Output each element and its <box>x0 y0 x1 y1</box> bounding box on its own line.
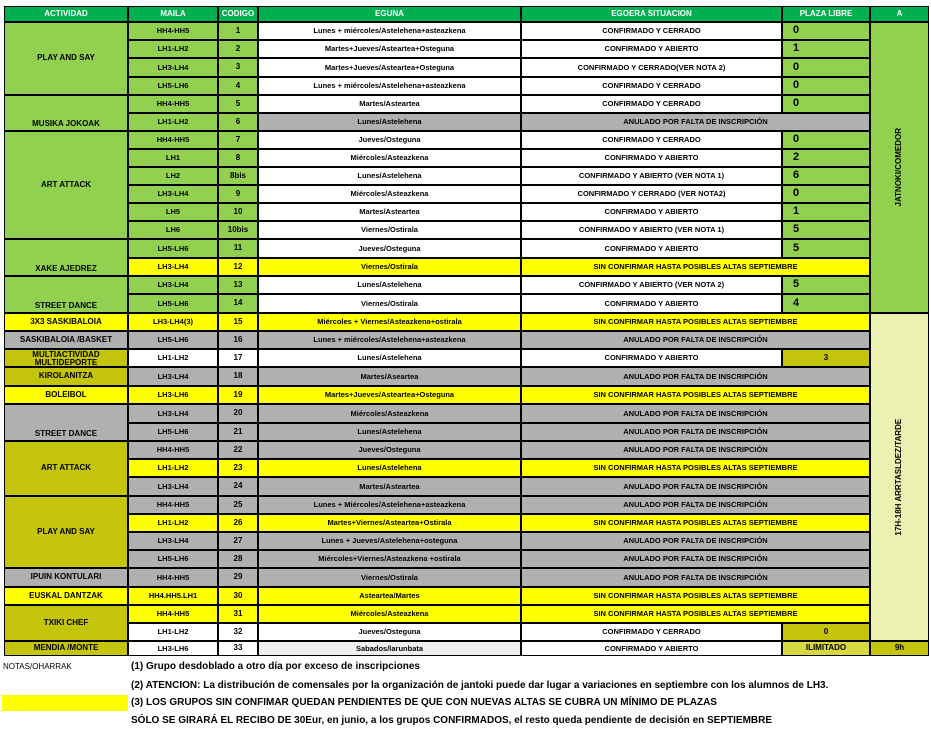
eguna-cell: Martes+Jueves/Asteartea+Osteguna <box>258 40 521 58</box>
maila-cell: HH4-HH5 <box>128 131 218 149</box>
eguna-cell: Lunes/Astelehena <box>258 459 521 477</box>
eguna-cell: Sabados/larunbata <box>258 641 521 656</box>
maila-cell: LH2 <box>128 167 218 185</box>
maila-cell: LH5 <box>128 203 218 221</box>
eguna-cell: Lunes + Jueves/Astelehena+osteguna <box>258 532 521 550</box>
maila-cell: HH4.HH5.LH1 <box>128 587 218 605</box>
situacion-cell: CONFIRMADO Y CERRADO(VER NOTA 2) <box>521 58 782 77</box>
plaza-libre-cell: 0 <box>782 77 870 95</box>
activity-cell: BOLEIBOL <box>4 386 128 404</box>
activity-cell: 3X3 SASKIBALOIA <box>4 313 128 331</box>
activity-cell: IPUIN KONTULARI <box>4 568 128 587</box>
activity-cell: STREET DANCE <box>4 276 128 313</box>
eguna-cell: Martes/Aseartea <box>258 367 521 386</box>
codigo-cell: 2 <box>218 40 258 58</box>
codigo-cell: 25 <box>218 496 258 514</box>
eguna-cell: Jueves/Osteguna <box>258 441 521 459</box>
codigo-cell: 4 <box>218 77 258 95</box>
maila-cell: LH5-LH6 <box>128 550 218 568</box>
plaza-libre-cell: ILIMITADO <box>782 641 870 656</box>
situacion-cell: CONFIRMADO Y ABIERTO (VER NOTA 1) <box>521 221 782 239</box>
plaza-libre-cell: 4 <box>782 294 870 313</box>
situacion-cell: CONFIRMADO Y ABIERTO <box>521 349 782 367</box>
plaza-libre-cell: 0 <box>782 58 870 77</box>
maila-cell: LH1-LH2 <box>128 349 218 367</box>
header-eguna: EGUNA <box>258 6 521 22</box>
situacion-cell: SIN CONFIRMAR HASTA POSIBLES ALTAS SEPTIEMBRE <box>521 514 870 532</box>
note-1: (1) Grupo desdoblado a otro día por exceso de inscripciones <box>131 661 420 672</box>
maila-cell: LH3-LH4 <box>128 532 218 550</box>
plaza-libre-cell: 5 <box>782 221 870 239</box>
activity-cell: MENDIA /MONTE <box>4 641 128 656</box>
activity-cell: SASKIBALOIA /BASKET <box>4 331 128 349</box>
activity-cell: ART ATTACK <box>4 131 128 239</box>
maila-cell: LH3-LH4 <box>128 477 218 496</box>
maila-cell: LH3-LH4 <box>128 58 218 77</box>
maila-cell: HH4-HH5 <box>128 605 218 623</box>
note-3: (3) LOS GRUPOS SIN CONFIMAR QUEDAN PENDIENTES DE QUE CON NUEVAS ALTAS SE CUBRA UN MÍNIMO DE PLAZAS <box>131 697 717 708</box>
header-situacion: EGOERA SITUACION <box>521 6 782 22</box>
plaza-libre-cell: 1 <box>782 40 870 58</box>
situacion-cell: ANULADO POR FALTA DE INSCRIPCIÓN <box>521 331 870 349</box>
maila-cell: LH1 <box>128 149 218 167</box>
eguna-cell: Viernes/Ostirala <box>258 568 521 587</box>
eguna-cell: Viernes/Ostirala <box>258 258 521 276</box>
situacion-cell: CONFIRMADO Y ABIERTO <box>521 203 782 221</box>
codigo-cell: 10bis <box>218 221 258 239</box>
header-plaza: PLAZA LIBRE <box>782 6 870 22</box>
activity-cell: PLAY AND SAY <box>4 22 128 95</box>
eguna-cell: Lunes + miércoles/Astelehena+asteazkena <box>258 331 521 349</box>
maila-cell: LH5-LH6 <box>128 294 218 313</box>
maila-cell: LH3-LH4 <box>128 258 218 276</box>
side-label-tarde <box>870 313 929 641</box>
eguna-cell: Miércoles/Asteazkena <box>258 404 521 423</box>
eguna-cell: Miércoles/Asteazkena <box>258 149 521 167</box>
codigo-cell: 29 <box>218 568 258 587</box>
codigo-cell: 9 <box>218 185 258 203</box>
plaza-libre-cell: 3 <box>782 349 870 367</box>
codigo-cell: 17 <box>218 349 258 367</box>
codigo-cell: 26 <box>218 514 258 532</box>
plaza-libre-cell: 1 <box>782 203 870 221</box>
eguna-cell: Lunes/Astelehena <box>258 349 521 367</box>
situacion-cell: ANULADO POR FALTA DE INSCRIPCIÓN <box>521 532 870 550</box>
eguna-cell: Martes+Viernes/Asteartea+Ostirala <box>258 514 521 532</box>
situacion-cell: CONFIRMADO Y ABIERTO (VER NOTA 1) <box>521 167 782 185</box>
codigo-cell: 33 <box>218 641 258 656</box>
eguna-cell: Viernes/Ostirala <box>258 221 521 239</box>
eguna-cell: Viernes/Ostirala <box>258 294 521 313</box>
maila-cell: LH3-LH6 <box>128 641 218 656</box>
maila-cell: LH1-LH2 <box>128 113 218 131</box>
situacion-cell: CONFIRMADO Y ABIERTO (VER NOTA 2) <box>521 276 782 294</box>
note-2: (2) ATENCION: La distribución de comensales por la organización de jantoki puede dar lugar a variaciones en septiembre con los alumnos de LH3. <box>131 680 829 691</box>
activity-cell: PLAY AND SAY <box>4 496 128 568</box>
eguna-cell: Martes/Asteartea <box>258 95 521 113</box>
codigo-cell: 28 <box>218 550 258 568</box>
plaza-libre-cell: 5 <box>782 276 870 294</box>
codigo-cell: 23 <box>218 459 258 477</box>
header-maila: MAILA <box>128 6 218 22</box>
maila-cell: LH6 <box>128 221 218 239</box>
maila-cell: LH1-LH2 <box>128 623 218 641</box>
eguna-cell: Jueves/Osteguna <box>258 131 521 149</box>
activity-cell: MUSIKA JOKOAK <box>4 95 128 131</box>
codigo-cell: 27 <box>218 532 258 550</box>
plaza-libre-cell: 2 <box>782 149 870 167</box>
codigo-cell: 20 <box>218 404 258 423</box>
codigo-cell: 15 <box>218 313 258 331</box>
activity-cell: MULTIACTIVIDAD MULTIDEPORTE <box>4 349 128 367</box>
situacion-cell: SIN CONFIRMAR HASTA POSIBLES ALTAS SEPTIEMBRE <box>521 605 870 623</box>
codigo-cell: 30 <box>218 587 258 605</box>
codigo-cell: 3 <box>218 58 258 77</box>
codigo-cell: 10 <box>218 203 258 221</box>
maila-cell: HH4-HH5 <box>128 568 218 587</box>
plaza-libre-cell: 0 <box>782 623 870 641</box>
eguna-cell: Lunes/Astelehena <box>258 167 521 185</box>
header-codigo: CODIGO <box>218 6 258 22</box>
codigo-cell: 22 <box>218 441 258 459</box>
activity-cell: EUSKAL DANTZAK <box>4 587 128 605</box>
note-4: SÓLO SE GIRARÁ EL RECIBO DE 30Eur, en junio, a los grupos CONFIRMADOS, el resto queda pendiente de decisión en SEPTIEMBRE <box>131 715 773 726</box>
eguna-cell: Jueves/Osteguna <box>258 623 521 641</box>
header-actividad: ACTIVIDAD <box>4 6 128 22</box>
situacion-cell: ANULADO POR FALTA DE INSCRIPCIÓN <box>521 568 870 587</box>
situacion-cell: CONFIRMADO Y CERRADO (VER NOTA2) <box>521 185 782 203</box>
eguna-cell: Miércoles/Asteazkena <box>258 605 521 623</box>
eguna-cell: Miércoles+Viernes/Asteazkena +ostirala <box>258 550 521 568</box>
eguna-cell: Lunes/Astelehena <box>258 423 521 441</box>
maila-cell: LH3-LH4 <box>128 185 218 203</box>
activity-cell: XAKE AJEDREZ <box>4 239 128 276</box>
situacion-cell: SIN CONFIRMAR HASTA POSIBLES ALTAS SEPTIEMBRE <box>521 258 870 276</box>
codigo-cell: 32 <box>218 623 258 641</box>
maila-cell: LH1-LH2 <box>128 514 218 532</box>
maila-cell: LH3-LH4 <box>128 367 218 386</box>
situacion-cell: ANULADO POR FALTA DE INSCRIPCIÓN <box>521 441 870 459</box>
situacion-cell: ANULADO POR FALTA DE INSCRIPCIÓN <box>521 477 870 496</box>
maila-cell: LH3-LH4 <box>128 404 218 423</box>
maila-cell: LH1-LH2 <box>128 40 218 58</box>
eguna-cell: Martes/Asteartea <box>258 477 521 496</box>
plaza-libre-cell: 0 <box>782 95 870 113</box>
side-label-nine: 9h <box>870 641 929 656</box>
maila-cell: LH5-LH6 <box>128 77 218 95</box>
codigo-cell: 18 <box>218 367 258 386</box>
maila-cell: HH4-HH5 <box>128 496 218 514</box>
activity-cell: STREET DANCE <box>4 404 128 441</box>
codigo-cell: 7 <box>218 131 258 149</box>
situacion-cell: CONFIRMADO Y ABIERTO <box>521 641 782 656</box>
codigo-cell: 6 <box>218 113 258 131</box>
situacion-cell: ANULADO POR FALTA DE INSCRIPCIÓN <box>521 367 870 386</box>
codigo-cell: 19 <box>218 386 258 404</box>
maila-cell: LH5-LH6 <box>128 239 218 258</box>
codigo-cell: 24 <box>218 477 258 496</box>
situacion-cell: CONFIRMADO Y CERRADO <box>521 77 782 95</box>
codigo-cell: 1 <box>218 22 258 40</box>
codigo-cell: 5 <box>218 95 258 113</box>
plaza-libre-cell: 5 <box>782 239 870 258</box>
situacion-cell: ANULADO POR FALTA DE INSCRIPCIÓN <box>521 113 870 131</box>
codigo-cell: 8bis <box>218 167 258 185</box>
codigo-cell: 13 <box>218 276 258 294</box>
situacion-cell: SIN CONFIRMAR HASTA POSIBLES ALTAS SEPTIEMBRE <box>521 459 870 477</box>
codigo-cell: 12 <box>218 258 258 276</box>
maila-cell: LH3-LH6 <box>128 386 218 404</box>
activity-cell: ART ATTACK <box>4 441 128 496</box>
situacion-cell: ANULADO POR FALTA DE INSCRIPCIÓN <box>521 550 870 568</box>
eguna-cell: Miércoles + Viernes/Asteazkena+ostirala <box>258 313 521 331</box>
activity-cell: KIROLANITZA <box>4 367 128 386</box>
codigo-cell: 31 <box>218 605 258 623</box>
notes-label: NOTAS/OHARRAK <box>3 662 72 671</box>
eguna-cell: Martes+Jueves/Asteartea+Osteguna <box>258 386 521 404</box>
plaza-libre-cell: 0 <box>782 22 870 40</box>
situacion-cell: CONFIRMADO Y CERRADO <box>521 131 782 149</box>
codigo-cell: 21 <box>218 423 258 441</box>
situacion-cell: CONFIRMADO Y ABIERTO <box>521 294 782 313</box>
maila-cell: LH5-LH6 <box>128 423 218 441</box>
situacion-cell: CONFIRMADO Y CERRADO <box>521 95 782 113</box>
plaza-libre-cell: 0 <box>782 131 870 149</box>
maila-cell: LH3-LH4(3) <box>128 313 218 331</box>
situacion-cell: ANULADO POR FALTA DE INSCRIPCIÓN <box>521 496 870 514</box>
situacion-cell: CONFIRMADO Y CERRADO <box>521 22 782 40</box>
eguna-cell: Lunes + miércoles/Astelehena+asteazkena <box>258 22 521 40</box>
situacion-cell: SIN CONFIRMAR HASTA POSIBLES ALTAS SEPTIEMBRE <box>521 313 870 331</box>
situacion-cell: CONFIRMADO Y ABIERTO <box>521 239 782 258</box>
eguna-cell: Lunes/Astelehena <box>258 276 521 294</box>
header-a: A <box>870 6 929 22</box>
situacion-cell: CONFIRMADO Y ABIERTO <box>521 40 782 58</box>
activity-cell: TXIKI CHEF <box>4 605 128 641</box>
eguna-cell: Miércoles/Asteazkena <box>258 185 521 203</box>
eguna-cell: Lunes + miércoles/Astelehena+asteazkena <box>258 77 521 95</box>
eguna-cell: Lunes + Miércoles/Astelehena+asteazkena <box>258 496 521 514</box>
codigo-cell: 11 <box>218 239 258 258</box>
maila-cell: HH4-HH5 <box>128 441 218 459</box>
codigo-cell: 8 <box>218 149 258 167</box>
codigo-cell: 16 <box>218 331 258 349</box>
eguna-cell: Asteartea/Martes <box>258 587 521 605</box>
maila-cell: HH4-HH5 <box>128 22 218 40</box>
eguna-cell: Martes+Jueves/Asteartea+Osteguna <box>258 58 521 77</box>
situacion-cell: CONFIRMADO Y ABIERTO <box>521 149 782 167</box>
situacion-cell: ANULADO POR FALTA DE INSCRIPCIÓN <box>521 404 870 423</box>
maila-cell: LH1-LH2 <box>128 459 218 477</box>
maila-cell: LH3-LH4 <box>128 276 218 294</box>
plaza-libre-cell: 0 <box>782 185 870 203</box>
maila-cell: LH5-LH6 <box>128 331 218 349</box>
situacion-cell: CONFIRMADO Y CERRADO <box>521 623 782 641</box>
side-label-comedor-text: JATNOKI/COMEDOR <box>894 128 904 207</box>
codigo-cell: 14 <box>218 294 258 313</box>
plaza-libre-cell: 6 <box>782 167 870 185</box>
situacion-cell: ANULADO POR FALTA DE INSCRIPCIÓN <box>521 423 870 441</box>
eguna-cell: Jueves/Osteguna <box>258 239 521 258</box>
maila-cell: HH4-HH5 <box>128 95 218 113</box>
situacion-cell: SIN CONFIRMAR HASTA POSIBLES ALTAS SEPTIEMBRE <box>521 587 870 605</box>
situacion-cell: SIN CONFIRMAR HASTA POSIBLES ALTAS SEPTIEMBRE <box>521 386 870 404</box>
eguna-cell: Martes/Asteartea <box>258 203 521 221</box>
notes-yellow-swatch <box>2 695 128 711</box>
eguna-cell: Lunes/Astelehena <box>258 113 521 131</box>
side-label-comedor <box>870 22 929 313</box>
side-label-tarde-text: 17H-18H ARRTASLDEZ/TARDE <box>894 418 904 536</box>
